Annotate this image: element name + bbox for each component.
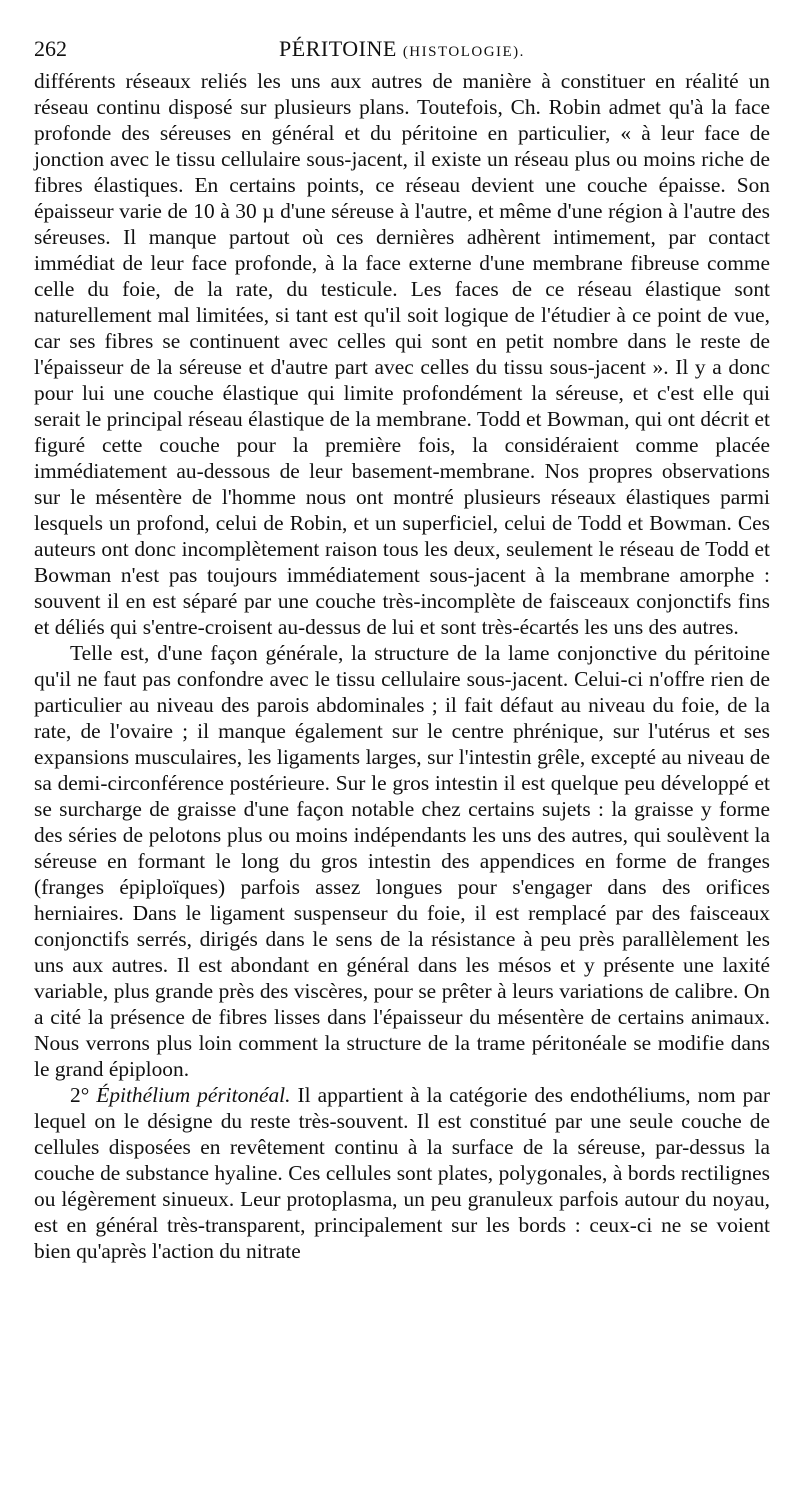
page-header — [34, 34, 770, 64]
book-page — [34, 34, 770, 1264]
section-heading: Épithélium péritonéal. — [96, 1083, 291, 1107]
paragraph-elastic-networks: différents réseaux reliés les uns aux autres de manière à constituer en réalité un réseau continu disposé sur plusieurs plans. Toutefois, Ch. Robin admet qu'à la face profonde des séreuses en général et du péritoine en particulier, « à leur face de jonction avec le tissu cellulaire sous-jacent, il existe un réseau plus ou moins riche de fibres élastiques. En certains points, ce réseau devient une couche épaisse. Son épaisseur varie de 10 à 30 µ d'une séreuse à l'autre, et même d'une région à l'autre des séreuses. Il manque partout où ces dernières adhèrent intimement, par contact immédiat de leur face profonde, à la face externe d'une membrane fibreuse comme celle du foie, de la rate, du testicule. Les faces de ce réseau élastique sont naturellement mal limitées, si tant est qu'il soit logique de l'étudier à ce point de vue, car ses fibres se continuent avec celles qui sont en petit nombre dans le reste de l'épaisseur de la séreuse et d'autre part avec celles du tissu sous-jacent ». Il y a donc pour lui une couche élastique qui limite profondément la séreuse, et c'est elle qui serait le principal réseau élastique de la membrane. Todd et Bowman, qui ont décrit et figuré cette couche pour la première fois, la considéraient comme placée immédiatement au-dessous de leur basement-membrane. Nos propres observations sur le mésentère de l'homme nous ont montré plusieurs réseaux élastiques parmi lesquels un profond, celui de Robin, et un superficiel, celui de Todd et Bowman. Ces auteurs ont donc incomplètement raison tous les deux, seulement le réseau de Todd et Bowman n'est pas toujours immédiatement sous-jacent à la membrane amorphe : souvent il en est séparé par une couche très-incomplète de faisceaux conjonctifs fins et déliés qui s'entre-croisent au-dessus de lui et sont très-écartés les uns des autres. — [34, 69, 770, 639]
body-text — [34, 68, 770, 1264]
paragraph-connective-tissue: Telle est, d'une façon générale, la structure de la lame conjonctive du péritoine qu'il ne faut pas confondre avec le tissu cellulaire sous-jacent. Celui-ci n'offre rien de particulier au niveau des parois abdominales ; il fait défaut au niveau du foie, de la rate, de l'ovaire ; il manque également sur le centre phrénique, sur l'utérus et ses expansions musculaires, les ligaments larges, sur l'intestin grêle, excepté au niveau de sa demi-circonférence postérieure. Sur le gros intestin il est quelque peu développé et se surcharge de graisse d'une façon notable chez certains sujets : la graisse y forme des séries de pelotons plus ou moins indépendants les uns des autres, qui soulèvent la séreuse en formant le long du gros intestin des appendices en forme de franges (franges épiploïques) parfois assez longues pour s'engager dans des orifices herniaires. Dans le ligament suspenseur du foie, il est remplacé par des faisceaux conjonctifs serrés, dirigés dans le sens de la résistance à peu près parallèlement les uns aux autres. Il est abondant en général dans les mésos et y présente une laxité variable, plus grande près des viscères, pour se prêter à leurs variations de calibre. On a cité la présence de fibres lisses dans l'épaisseur du mésentère de certains animaux. Nous verrons plus loin comment la structure de la trame péritonéale se modifie dans le grand épiploon. — [34, 641, 770, 1081]
paragraph-epithelium — [34, 1082, 770, 1264]
running-title-main: PÉRITOINE — [279, 36, 397, 61]
paragraph-epithelium-text: Il appartient à la catégorie des endothéliums, nom par lequel on le désigne du reste très-souvent. Il est constitué par une seule couche de cellules disposées en revêtement continu à la surface de la séreuse, par-dessus la couche de substance hyaline. Ces cellules sont plates, polygonales, à bords rectilignes ou légèrement sinueux. Leur protoplasma, un peu granuleux parfois autour du noyau, est en général très-transparent, principalement sur les bords : ceux-ci ne se voient bien qu'après l'action du nitrate — [34, 1083, 770, 1263]
running-title — [34, 34, 770, 67]
running-title-subtitle: (HISTOLOGIE). — [402, 44, 525, 60]
section-number: 2° — [70, 1083, 90, 1107]
page-number: 262 — [34, 36, 67, 61]
